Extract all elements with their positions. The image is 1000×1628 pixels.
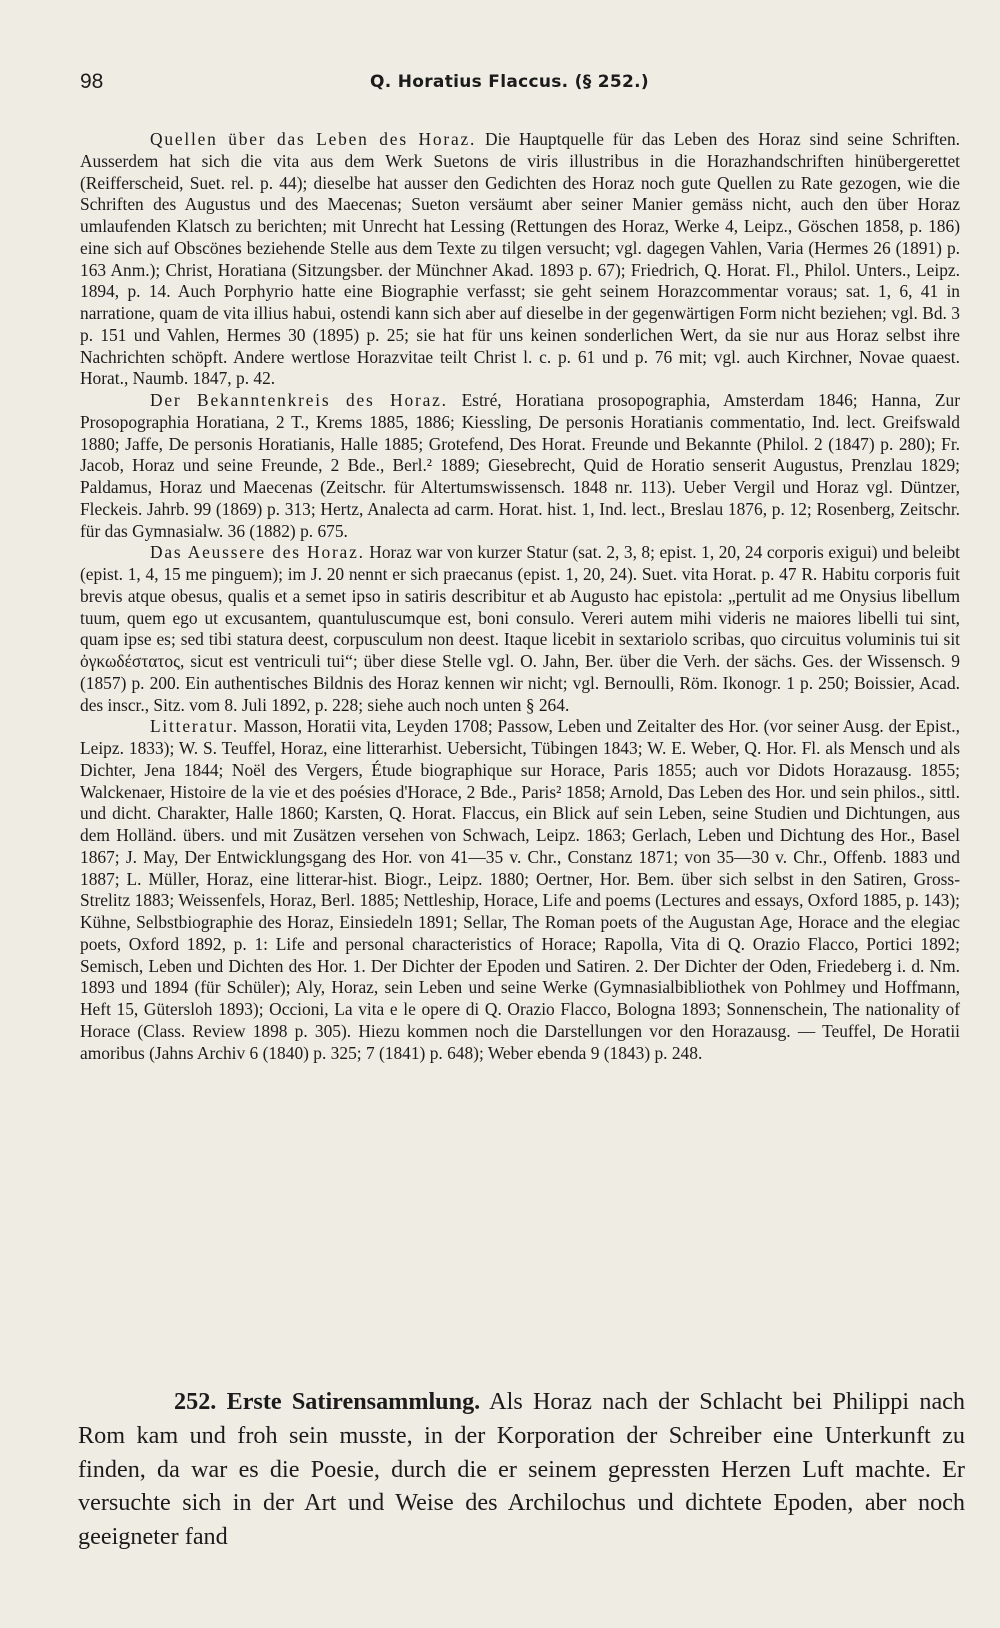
section-title: Erste Satirensammlung.: [226, 1388, 481, 1415]
note-heading: Das Aeussere des Horaz.: [150, 542, 365, 563]
section-number: 252.: [174, 1388, 217, 1415]
note-text: Estré, Horatiana prosopographia, Amsterdam 1846; Hanna, Zur Prosopographia Horatiana, 2 T., Krems 1885, 1886; Kiessling, De personis Horatianis commentatio, Ind. lect. Greifswald 1880; Jaffe, De personis Horatianis, Halle 1885; Grotefend, Des Horat. Freunde und Bekannte (Philol. 2 (1847) p. 280); Fr. Jacob, Horaz und seine Freunde, 2 Bde., Berl.² 1889; Giesebrecht, Quid de Horatio senserit Augustus, Prenzlau 1829; Paldamus, Horaz und Maecenas (Zeitschr. für Altertumswissensch. 1848 nr. 113). Ueber Vergil und Horaz vgl. Düntzer, Fleckeis. Jahrb. 99 (1869) p. 313; Hertz, Analecta ad carm. Horat. hist. 1, Ind. lect., Breslau 1876, p. 12; Rosenberg, Zeitschr. für das Gymnasialw. 36 (1882) p. 675.: [80, 390, 961, 541]
note-heading: Litteratur.: [150, 716, 239, 737]
note-text: Die Hauptquelle für das Leben des Horaz sind seine Schriften. Ausserdem hat sich die vita aus dem Werk Suetons de viris illustribus in die Horazhandschriften hinübergerettet (Reifferscheid, Suet. rel. p. 44); dieselbe hat ausser den Gedichten des Horaz noch gute Quellen zu Rate gezogen, wie die Schriften des Augustus und des Maecenas; Sueton versäumt aber seiner Manier gemäss nicht, auch den über Horaz umlaufenden Klatsch zu berichten; mit Unrecht hat Lessing (Rettungen des Horaz, Werke 4, Leipz., Göschen 1858, p. 186) eine sich auf Obscönes beziehende Stelle aus dem Texte zu tilgen versucht; vgl. dagegen Vahlen, Varia (Hermes 26 (1891) p. 163 Anm.); Christ, Horatiana (Sitzungsber. der Münchner Akad. 1893 p. 67); Friedrich, Q. Horat. Fl., Philol. Unters., Leipz. 1894, p. 14. Auch Porphyrio hatte eine Biographie verfasst; sie geht seinem Horazcommentar voraus; sat. 1, 6, 41 in narratione, quam de vita illius habui, ostendi kann sich aber auf dieselbe in der gegenwärtigen Form nicht beziehen; vgl. Bd. 3 p. 151 und Vahlen, Hermes 30 (1895) p. 25; sie hat für uns keinen sonderlichen Wert, da sie nur aus Horaz selbst ihre Nachrichten schöpft. Andere wertlose Horazvitae teilt Christ l. c. p. 61 und p. 76 mit; vgl. auch Kirchner, Novae quaest. Horat., Naumb. 1847, p. 42.: [80, 129, 960, 389]
note-paragraph-appearance: [80, 542, 960, 716]
note-paragraph-sources: [80, 129, 960, 390]
main-paragraph: [78, 1385, 965, 1554]
note-paragraph-circle: [80, 390, 960, 542]
main-text-block: [78, 1385, 965, 1554]
note-paragraph-literature: [80, 716, 960, 1064]
page-header: [80, 70, 970, 102]
note-text: Masson, Horatii vita, Leyden 1708; Passow, Leben und Zeitalter des Hor. (vor seiner Ausg. der Epist., Leipz. 1833); W. S. Teuffel, Horaz, eine litterarhist. Uebersicht, Tübingen 1843; W. E. Weber, Q. Hor. Fl. als Mensch und als Dichter, Jena 1844; Noël des Vergers, Étude biographique sur Horace, Paris 1855; auch vor Didots Horazausg. 1855; Walckenaer, Histoire de la vie et des poésies d'Horace, 2 Bde., Paris² 1858; Arnold, Das Leben des Hor. und sein philos., sittl. und dicht. Charakter, Halle 1860; Karsten, Q. Horat. Flaccus, ein Blick auf sein Leben, seine Studien und Dichtungen, aus dem Holländ. übers. und mit Zusätzen versehen von Schwach, Leipz. 1863; Gerlach, Leben und Dichtung des Hor., Basel 1867; J. May, Der Entwicklungsgang des Hor. von 41—35 v. Chr., Constanz 1871; von 35—30 v. Chr., Offenb. 1883 und 1887; L. Müller, Horaz, eine litterar-hist. Biogr., Leipz. 1880; Oertner, Hor. Bem. über sich selbst in den Satiren, Gross-Strelitz 1883; Weissenfels, Horaz, Berl. 1885; Nettleship, Horace, Life and poems (Lectures and essays, Oxford 1885, p. 143); Kühne, Selbstbiographie des Horaz, Einsiedeln 1891; Sellar, The Roman poets of the Augustan Age, Horace and the elegiac poets, Oxford 1892, p. 1: Life and personal characteristics of Horace; Rapolla, Vita di Q. Orazio Flacco, Portici 1892; Semisch, Leben und Dichten des Hor. 1. Der Dichter der Epoden und Satiren. 2. Der Dichter der Oden, Friedeberg i. d. Nm. 1893 und 1894 (für Schüler); Aly, Horaz, sein Leben und seine Werke (Gymnasialbibliothek von Pohlmey und Hoffmann, Heft 15, Gütersloh 1893); Occioni, La vita e le opere di Q. Orazio Flacco, Bologna 1893; Sonnenschein, The nationality of Horace (Class. Review 1898 p. 305). Hiezu kommen noch die Darstellungen vor den Horazausg. — Teuffel, De Horatii amoribus (Jahns Archiv 6 (1840) p. 325; 7 (1841) p. 648); Weber ebenda 9 (1843) p. 248.: [80, 716, 960, 1063]
main-text: Als Horaz nach der Schlacht bei Philippi nach Rom kam und froh sein musste, in der Korporation der Schreiber eine Unterkunft zu finden, da war es die Poesie, durch die er seinem gepressten Herzen Luft machte. Er versuchte sich in der Art und Weise des Archilochus und dichtete Epoden, aber noch geeigneter fand: [78, 1388, 966, 1551]
page-number: 98: [80, 70, 104, 93]
note-heading: Der Bekanntenkreis des Horaz.: [150, 390, 448, 410]
notes-block: [80, 129, 960, 1064]
note-text: Horaz war von kurzer Statur (sat. 2, 3, 8; epist. 1, 20, 24 corporis exigui) und beleibt (epist. 1, 4, 15 me pinguem); im J. 20 nennt er sich praecanus (epist. 1, 20, 24). Suet. vita Horat. p. 47 R. Habitu corporis fuit brevis atque obesus, qualis et a semet ipso in satiris describitur et ab Augusto hac epistola: „pertulit ad me Onysius libellum tuum, quem ego ut excusantem, quantuluscumque est, boni consulo. Vereri autem mihi videris ne maiores libelli tui sint, quam ipse es; sed tibi statura deest, corpusculum non deest. Itaque licebit in sextariolo scribas, quo circuitus voluminis tui sit ὀγκωδέστατος, sicut est ventriculi tui“; über diese Stelle vgl. O. Jahn, Ber. über die Verh. der sächs. Ges. der Wissensch. 9 (1857) p. 200. Ein authentisches Bildnis des Horaz kennen wir nicht; vgl. Bernoulli, Röm. Ikonogr. 1 p. 250; Boissier, Acad. des inscr., Sitz. vom 8. Juli 1892, p. 228; siehe auch noch unten § 264.: [80, 542, 960, 715]
note-heading: Quellen über das Leben des Horaz.: [150, 129, 477, 149]
running-head: Q. Horatius Flaccus. (§ 252.): [370, 72, 649, 92]
